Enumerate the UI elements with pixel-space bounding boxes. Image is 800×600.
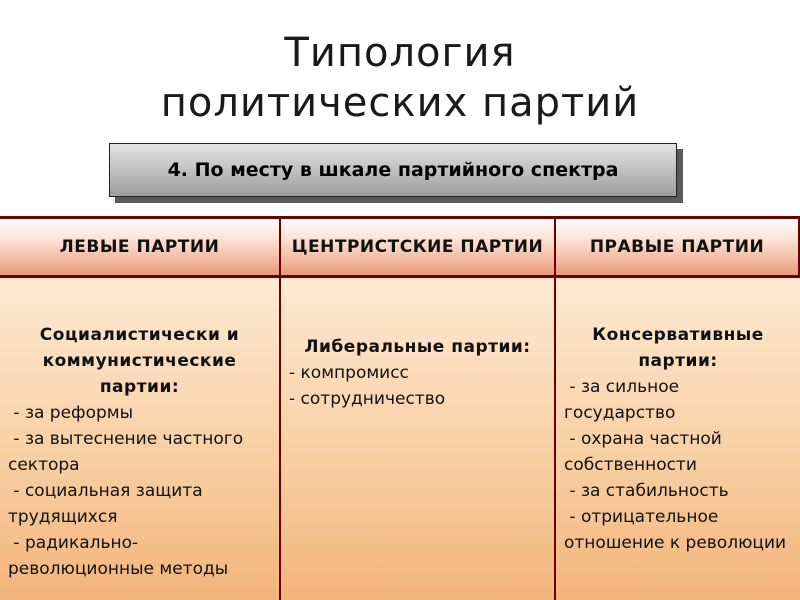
subtitle-text: 4. По месту в шкале партийного спектра bbox=[167, 159, 619, 181]
header-right-parties: ПРАВЫЕ ПАРТИИ bbox=[589, 237, 765, 257]
list-item: - за стабильность bbox=[564, 481, 729, 501]
centrist-parties-heading: Либеральные партии: bbox=[304, 337, 531, 357]
list-item: - сотрудничество bbox=[289, 389, 446, 409]
body-cell-center bbox=[281, 278, 556, 600]
header-cell-left bbox=[0, 219, 281, 278]
list-item: - радикально-революционные методы bbox=[8, 533, 229, 579]
party-spectrum-table bbox=[0, 216, 800, 600]
list-item: - за реформы bbox=[8, 403, 134, 423]
list-item: - за вытеснение частного сектора bbox=[8, 429, 249, 475]
body-cell-left bbox=[0, 278, 281, 600]
list-item: - отрицательное отношение к революции bbox=[564, 507, 787, 553]
list-item: - охрана частной собственности bbox=[564, 429, 728, 475]
header-centrist-parties: ЦЕНТРИСТСКИЕ ПАРТИИ bbox=[291, 237, 544, 257]
right-parties-heading: Консервативные партии: bbox=[592, 325, 764, 371]
header-cell-center bbox=[281, 219, 556, 278]
slide-title: Типология политических партий bbox=[160, 30, 640, 126]
body-cell-right bbox=[556, 278, 800, 600]
left-parties-heading: Социалистически и коммунистические партии: bbox=[39, 325, 240, 397]
list-item: - компромисс bbox=[289, 363, 409, 383]
header-left-parties: ЛЕВЫЕ ПАРТИИ bbox=[59, 237, 220, 257]
header-cell-right bbox=[556, 219, 800, 278]
subtitle-box bbox=[109, 143, 677, 197]
list-item: - социальная защита трудящихся bbox=[8, 481, 209, 527]
list-item: - за сильное государство bbox=[564, 377, 685, 423]
